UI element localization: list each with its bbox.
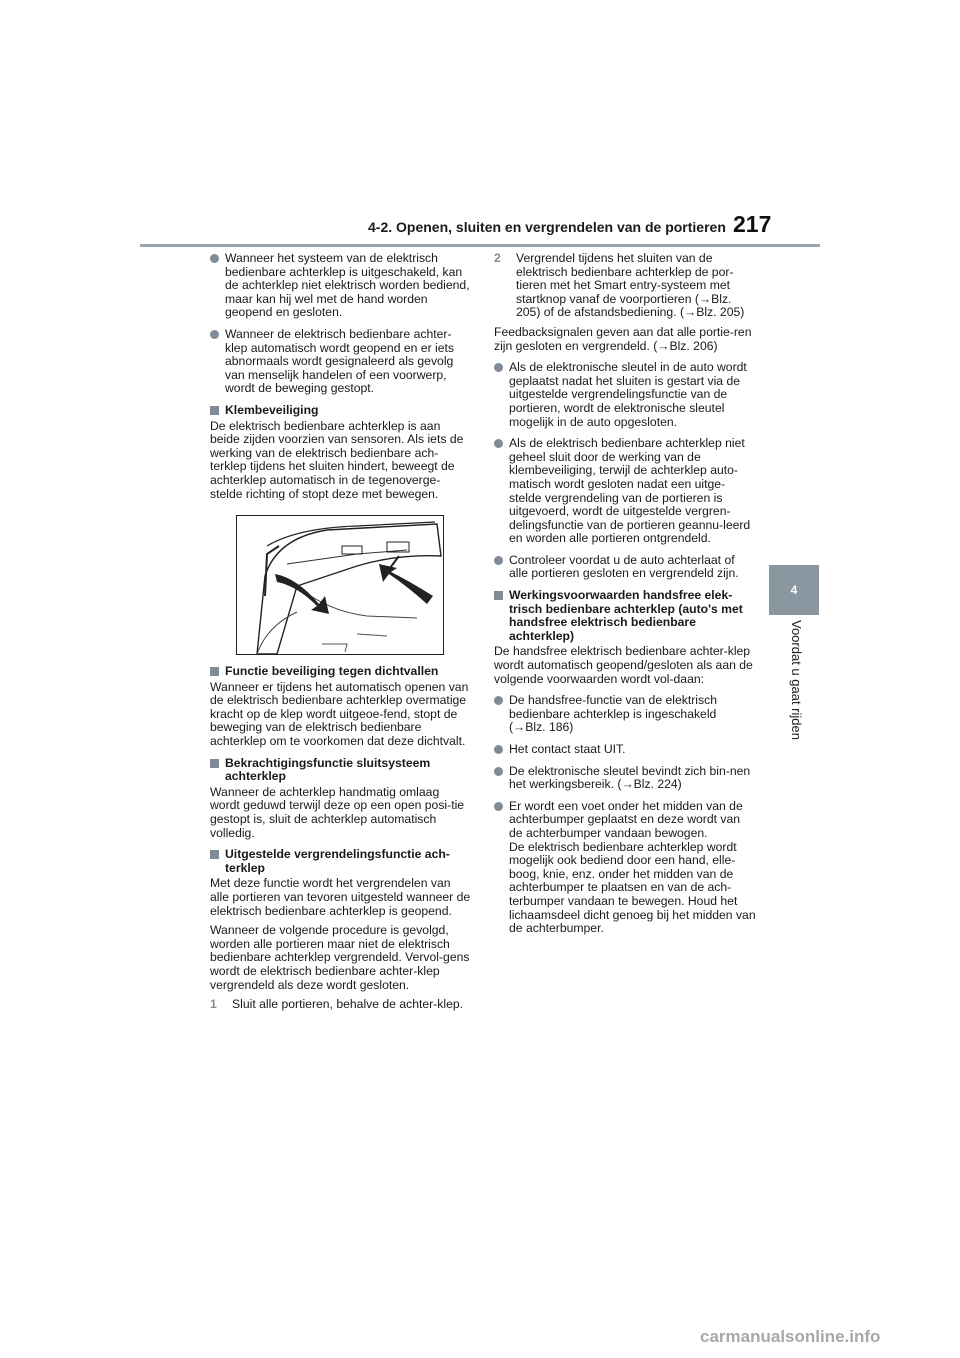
tailgate-illustration-svg (237, 516, 443, 654)
step-2-number: 2 (494, 251, 501, 265)
note-lock-cancelled: Als de elektrisch bedienbare achterklep niet geheel sluit door de werking van de klembeveiliging, terwijl de achterklep auto-matisch wordt gesloten nadat een uitge-stelde vergrendeling van de portieren is uitgevoerd, wordt de uitgestelde vergren-delingsfunctie van de portieren geannu-leerd en worden alle portieren ontgrendeld. (494, 437, 756, 546)
section-title: 4-2. Openen, sluiten en vergrendelen van de portieren (368, 219, 726, 235)
paragraph-klembeveiliging: De elektrisch bedienbare achterklep is aan beide zijden voorzien van sensoren. Als iets de werking van de elektrisch bedienbare ach-terklep tijdens het sluiten hindert, beweegt de achterklep automatisch in de tegenoverge-stelde richting of stopt deze met bewegen. (210, 418, 464, 501)
condition-foot-kick-text: Er wordt een voet onder het midden van de achterbumper geplaatst en deze wordt van de achterbumper vandaan bewogen. (509, 798, 743, 840)
note-abnormal-stop: Wanneer de elektrisch bedienbare achter-klep automatisch wordt geopend en er iets abnormaals wordt gesignaleerd als gevolg van menselijk handelen of een voorwerp, wordt de beweging gestopt. (210, 328, 472, 396)
chapter-label: Voordat u gaat rijden (789, 620, 804, 740)
condition-foot-kick-note: De elektrisch bedienbare achterklep wordt mogelijk ook bediend door een hand, elle-boog, knie, enz. onder het midden van de achterbumper te plaatsen en van de ach-terbumper vandaan te bewegen. Houd het lichaamsdeel dicht genoeg bij het midden van de achterbumper. (509, 839, 756, 936)
step-2 (494, 252, 756, 320)
heading-anti-fall: Functie beveiliging tegen dichtvallen (210, 665, 472, 679)
condition-handsfree-on: De handsfree-functie van de elektrisch bedienbare achterklep is ingeschakeld (→Blz. 186) (494, 694, 756, 735)
note-key-locked-in: Als de elektronische sleutel in de auto wordt geplaatst nadat het sluiten is gestart via de uitgestelde vergrendelingsfunctie van de portieren, wordt de elektronische sleutel mogelijk in de auto opgesloten. (494, 361, 756, 429)
site-watermark: carmanualsonline.info (700, 1327, 881, 1346)
paragraph-anti-fall: Wanneer er tijdens het automatisch openen van de elektrisch bedienbare achterklep overmatige kracht op de klep wordt uitgeoe-fend, stopt de beweging van de elektrisch bedienbare achterklep om te voorkomen dat deze dichtvalt. (210, 679, 469, 749)
step-1-text: Sluit alle portieren, behalve de achter-klep. (232, 997, 464, 1012)
heading-handsfree-conditions: Werkingsvoorwaarden handsfree elek-trisch bedienbare achterklep (auto's met handsfree elektrisch bedienbare achterklep) (494, 589, 756, 643)
condition-ignition-off: Het contact staat UIT. (494, 743, 756, 757)
page-number: 217 (733, 211, 772, 237)
heading-power-close: Bekrachtigingsfunctie sluitsysteem achterklep (210, 757, 472, 784)
step-2-text: Vergrendel tijdens het sluiten van de elektrisch bedienbare achterklep de por-tieren met het Smart entry-systeem met startknop vanaf de voorportieren (→Blz. 205) of de afstandsbediening. (→Blz. 205) (516, 251, 745, 320)
left-column (210, 252, 472, 1018)
heading-delayed-lock: Uitgestelde vergrendelingsfunctie ach-terklep (210, 848, 472, 875)
paragraph-feedback: Feedbacksignalen geven aan dat alle portie-ren zijn gesloten en vergrendeld. (→Blz. 206) (494, 324, 752, 353)
heading-klembeveiliging: Klembeveiliging (210, 404, 472, 418)
step-1-number: 1 (210, 997, 217, 1012)
paragraph-handsfree-conditions: De handsfree elektrisch bedienbare achter-klep wordt automatisch geopend/gesloten als aan de volgende voorwaarden wordt vol-daan: (494, 644, 753, 686)
header-divider (140, 244, 820, 247)
note-check-locked: Controleer voordat u de auto achterlaat of alle portieren gesloten en vergrendeld zijn. (494, 554, 756, 581)
right-column (494, 252, 756, 944)
paragraph-delayed-lock-1: Met deze functie wordt het vergrendelen van alle portieren van tevoren uitgesteld wanneer de elektrisch bedienbare achterklep is geopend. (210, 876, 471, 918)
tailgate-sensor-illustration (236, 515, 444, 655)
condition-foot-kick (494, 800, 756, 936)
condition-key-in-range: De elektronische sleutel bevindt zich bin-nen het werkingsbereik. (→Blz. 224) (494, 765, 756, 792)
paragraph-delayed-lock-2: Wanneer de volgende procedure is gevolgd, worden alle portieren maar niet de elektrisch bedienbare achterklep vergrendeld. Vervol-gens wordt de elektrisch bedienbare achter-klep vergrendeld als deze wordt gesloten. (210, 923, 470, 992)
step-1 (210, 998, 472, 1012)
note-system-off: Wanneer het systeem van de elektrisch bedienbare achterklep is uitgeschakeld, kan de achterklep niet elektrisch worden bediend, maar kan hij wel met de hand worden geopend en gesloten. (210, 252, 472, 320)
chapter-tab[interactable]: 4 (769, 565, 819, 615)
paragraph-power-close: Wanneer de achterklep handmatig omlaag wordt geduwd terwijl deze op een open posi-tie gestopt is, sluit de achterklep automatisch volledig. (210, 784, 465, 840)
